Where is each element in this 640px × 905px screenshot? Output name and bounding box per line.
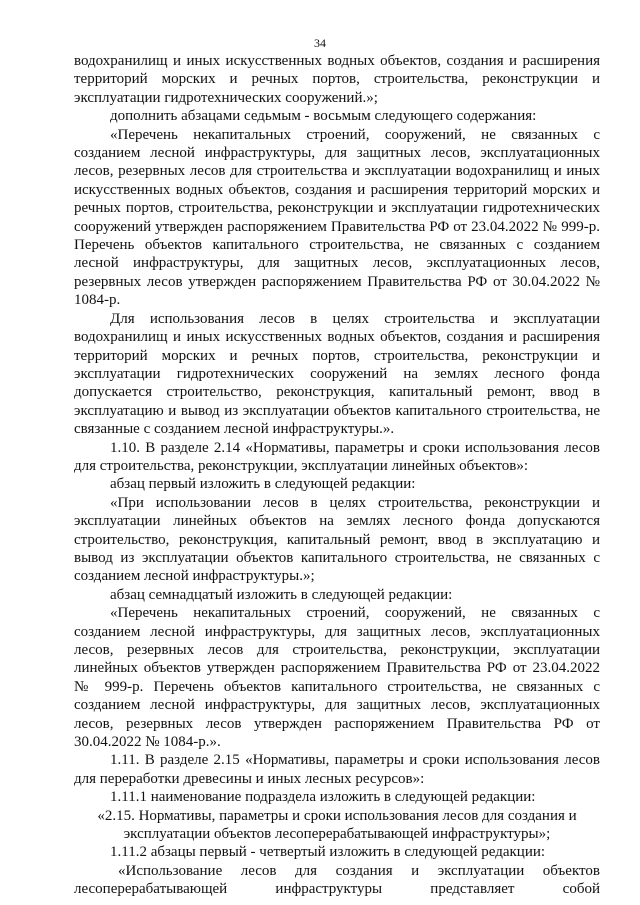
paragraph-quote-list: «Перечень некапитальных строений, сооружений, не связанных с созданием лесной инфраструктуры, для защитных лесов, эксплуатационных лесов, резервных лесов для строительства и эксплуатации водохранилищ и иных искусственных водных объектов, создания и расширения территорий морских и речных портов, строительства, реконструкции и эксплуатации гидротехнических сооружений утвержден распоряжением Правительства РФ от 23.04.2022 № 999-р. Перечень объектов капитального строительства, не связанных с созданием лесной инфраструктуры, для защитных лесов, эксплуатационных лесов, резервных лесов утвержден распоряжением Правительства РФ от 30.04.2022 № 1084-р. [74,126,600,309]
page-number: 34 [314,36,326,50]
paragraph-quote-linear: «При использовании лесов в целях строительства, реконструкции и эксплуатации линейных объектов на землях лесного фонда допускаются строительство, реконструкция, капитальный ремонт, ввод в эксплуатацию и вывод из эксплуатации объектов капитального строительства, не связанных с созданием лесной инфраструктуры.»; [74,494,600,585]
paragraph-section-1-11: 1.11. В разделе 2.15 «Нормативы, параметры и сроки использования лесов для переработки древесины и иных лесных ресурсов»: [74,752,600,787]
document-body [74,52,600,899]
paragraph-instruction: абзац первый изложить в следующей редакции: [110,476,416,493]
paragraph-item-1-11-2: 1.11.2 абзацы первый - четвертый изложить в следующей редакции: [110,844,546,861]
paragraph-continuation: водохранилищ и иных искусственных водных объектов, создания и расширения территорий морских и речных портов, строительства, реконструкции и эксплуатации гидротехнических сооружений.»; [74,53,600,106]
paragraph-quote-start: «Использование лесов для создания и эксплуатации объектов лесоперерабатывающей инфраструктуры представляет собой [74,862,600,898]
paragraph-section-title: «2.15. Нормативы, параметры и сроки использования лесов для создания и эксплуатации объектов лесоперерабатывающей инфраструктуры»; [97,807,577,843]
paragraph-instruction: дополнить абзацами седьмым - восьмым следующего содержания: [110,108,537,125]
paragraph-quote-usage: Для использования лесов в целях строительства и эксплуатации водохранилищ и иных искусственных водных объектов, создания и расширения территорий морских и речных портов, строительства, реконструкции и эксплуатации гидротехнических сооружений на землях лесного фонда допускается строительство, реконструкция, капитальный ремонт, ввод в эксплуатацию и вывод из эксплуатации объектов капитального строительства, не связанные с созданием лесной инфраструктуры.». [74,310,600,438]
paragraph-section-1-10: 1.10. В разделе 2.14 «Нормативы, параметры и сроки использования лесов для строительства, реконструкции, эксплуатации линейных объектов»: [74,439,600,474]
paragraph-quote-list: «Перечень некапитальных строений, сооружений, не связанных с созданием лесной инфраструктуры, для защитных лесов, эксплуатационных лесов, резервных лесов для строительства, реконструкции, эксплуатации линейных объектов утвержден распоряжением Правительства РФ от 23.04.2022 № 999-р. Перечень объектов капитального строительства, не связанных с созданием лесной инфраструктуры, для защитных лесов, эксплуатационных лесов, резервных лесов утвержден распоряжением Правительства РФ от 30.04.2022 № 1084-р.». [74,605,600,751]
paragraph-instruction: абзац семнадцатый изложить в следующей редакции: [110,586,453,603]
paragraph-item-1-11-1: 1.11.1 наименование подраздела изложить в следующей редакции: [110,789,536,806]
